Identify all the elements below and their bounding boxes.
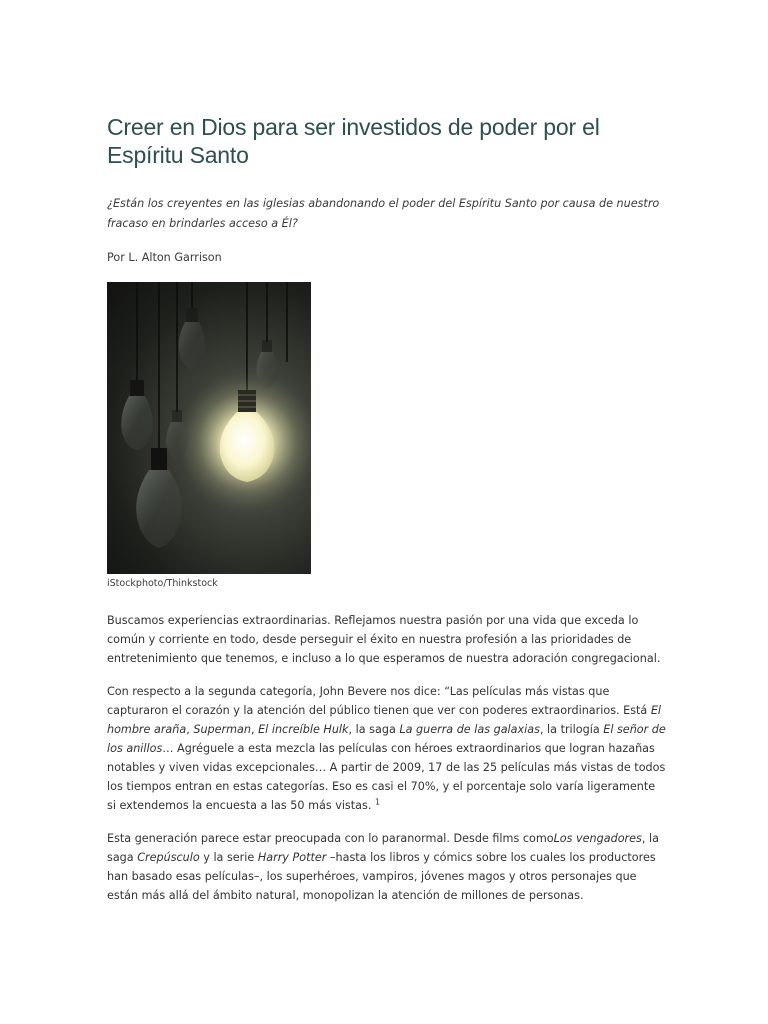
p2-text-1: Con respecto a la segunda categoría, John Bevere nos dice: “Las películas más vistas que capturaron el corazón y la atención del público tienen que ver con poderes extraordinarios. Está — [107, 685, 651, 717]
p3-text-1: Esta generación parece estar preocupada con lo paranormal. Desde films como — [107, 832, 554, 845]
p2-italic-3: El increíble Hulk — [258, 723, 349, 736]
p2-text-6: … Agréguele a esta mezcla las películas con héroes extraordinarios que logran hazañas notables y viven vidas excepcionales… A partir de 2009, 17 de las 25 películas más vistas de todos los tiempos entran en estas categorías. Eso es casi el 70%, y el porcentaje solo varía ligeramente si extendemos la encuesta a las 50 más vistas. — [107, 742, 666, 812]
p3-italic-1: Los vengadores — [553, 832, 642, 845]
p3-text-4: –hasta los libros y cómics sobre los cuales los productores han basado esas películas–, los superhéroes, vampiros, jóvenes magos y otros personajes que están más allá del ámbito natural, monopolizan la atención de millones de personas. — [107, 851, 656, 902]
paragraph-3 — [107, 829, 667, 905]
p2-italic-2: Superman — [193, 723, 251, 736]
p2-italic-1: El hombre araña — [107, 704, 662, 736]
paragraph-1 — [107, 611, 667, 668]
p2-italic-4: La guerra de las galaxias — [399, 723, 540, 736]
article-title: Creer en Dios para ser investidos de poder por el Espíritu Santo — [107, 114, 600, 168]
lightbulbs-photo — [107, 282, 311, 574]
paragraph-2-text — [107, 682, 667, 815]
p2-italic-5: El señor de los anillos — [107, 723, 666, 755]
footnote-marker: 1 — [374, 797, 381, 807]
paragraph-1-text: Buscamos experiencias extraordinarias. Reflejamos nuestra pasión por una vida que exceda lo común y corriente en todo, desde perseguir el éxito en nuestra profesión a las prioridades de entretenimiento que tenemos, e incluso a lo que esperamos de nuestra adoración congregacional. — [107, 614, 661, 665]
article — [107, 113, 667, 905]
p3-text-2: , la saga — [107, 832, 659, 864]
paragraph-3-text — [107, 829, 667, 905]
p2-text-2: , — [186, 723, 194, 736]
image-caption: iStockphoto/Thinkstock — [107, 578, 218, 589]
p2-text-4: , la saga — [348, 723, 400, 736]
p3-italic-2: Crepúsculo — [137, 851, 200, 864]
article-byline: Por L. Alton Garrison — [107, 251, 222, 264]
p3-text-3: y la serie — [199, 851, 258, 864]
p2-text-5: , la trilogía — [539, 723, 604, 736]
p3-italic-3: Harry Potter — [257, 851, 327, 864]
p2-text-3: , — [250, 723, 259, 736]
article-subtitle: ¿Están los creyentes en las iglesias abandonando el poder del Espíritu Santo por causa de nuestro fracaso en brindarles acceso a Él? — [107, 197, 660, 230]
paragraph-2 — [107, 682, 667, 815]
